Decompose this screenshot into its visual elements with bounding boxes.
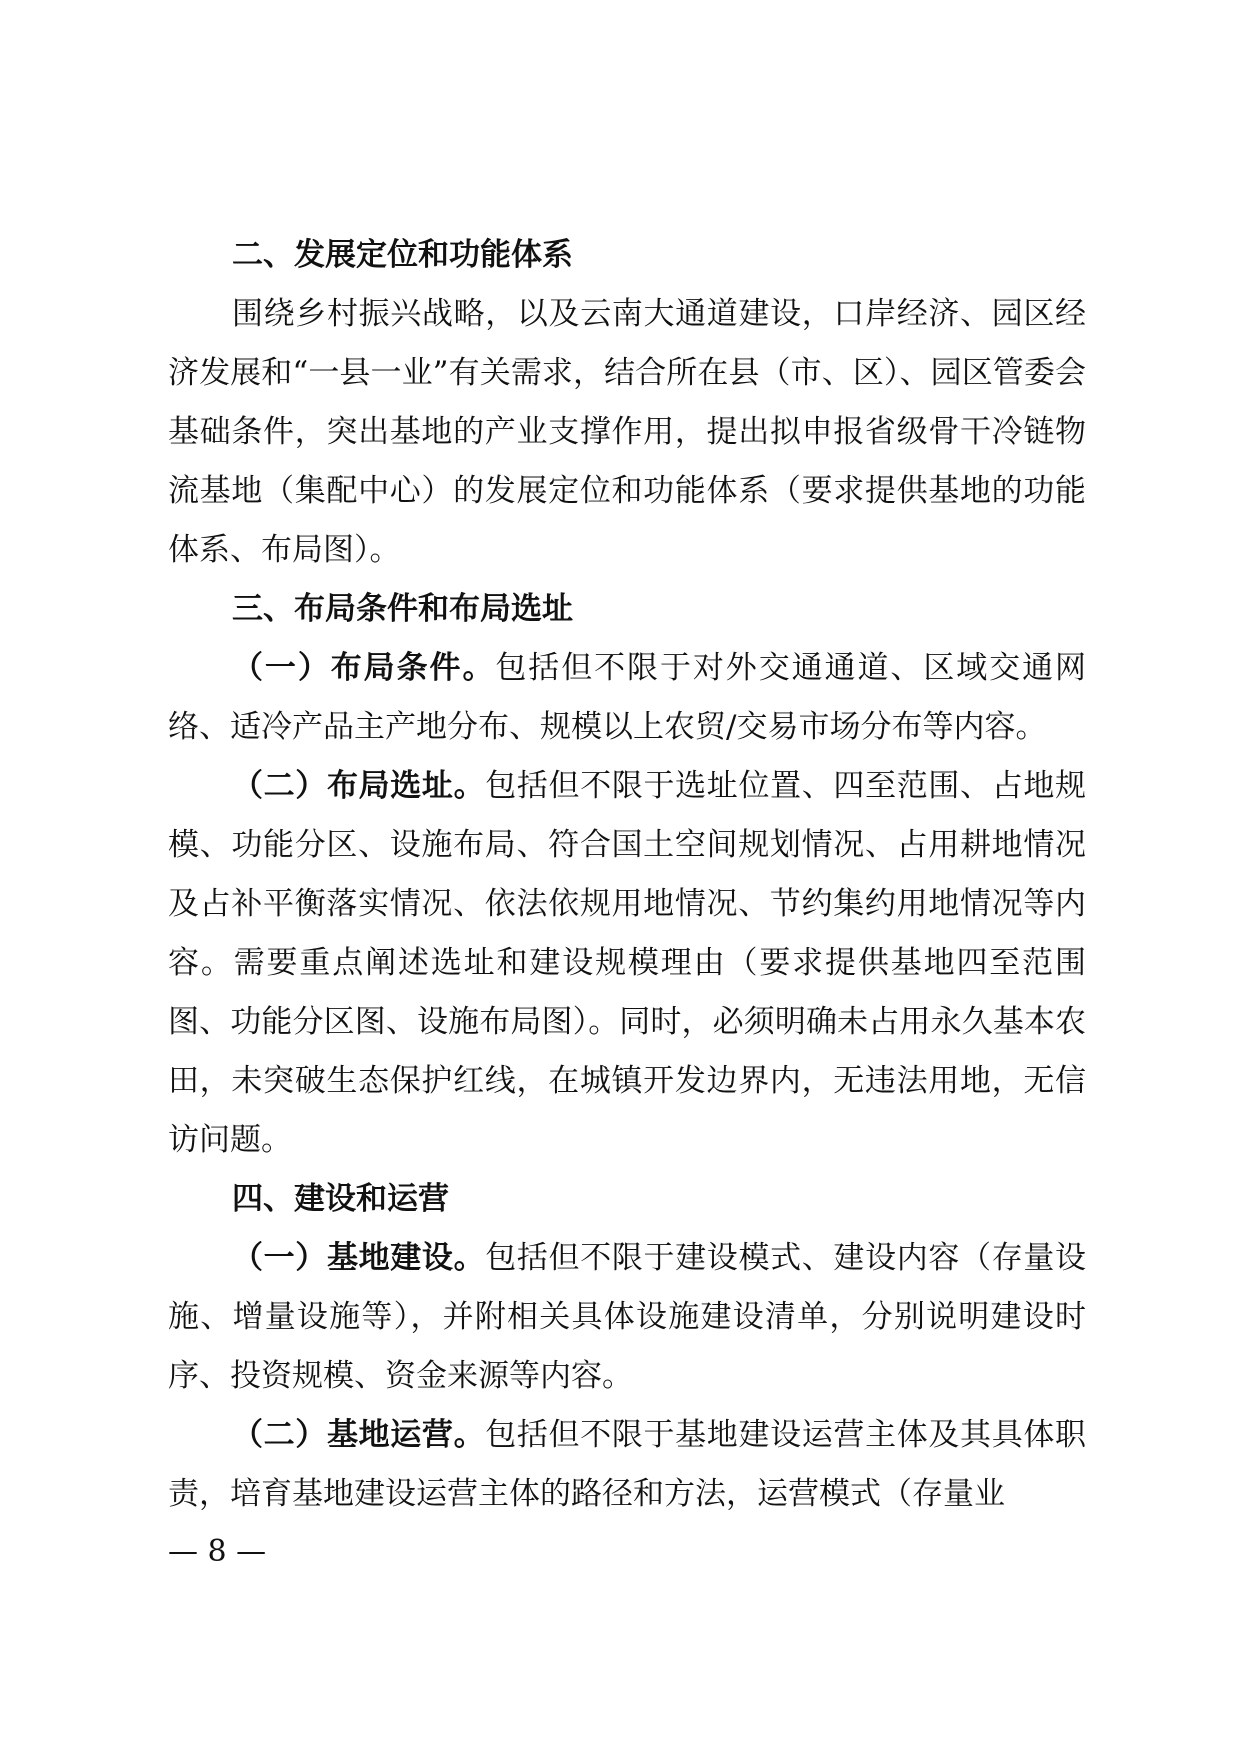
paragraph-text: 包括但不限于选址位置、四至范围、占地规模、功能分区、设施布局、符合国土空间规划情况、占用耕地情况及占补平衡落实情况、依法依规用地情况、节约集约用地情况等内容。需要重点阐述选址和建设规模理由（要求提供基地四至范围图、功能分区图、设施布局图）。同时，必须明确未占用永久基本农田，未突破生态保护红线，在城镇开发边界内，无违法用地，无信访问题。 — [168, 768, 1087, 1158]
paragraph-text: 围绕乡村振兴战略，以及云南大通道建设，口岸经济、园区经济发展和“一县一业”有关需求，结合所在县（市、区）、园区管委会基础条件，突出基地的产业支撑作用，提出拟申报省级骨干冷链物流基地（集配中心）的发展定位和功能体系（要求提供基地的功能体系、布局图）。 — [168, 296, 1086, 568]
section-heading-development-positioning: 二、发展定位和功能体系 — [232, 237, 573, 273]
subheading-label: （一）基地建设。 — [232, 1240, 486, 1276]
section-heading-construction-operation: 四、建设和运营 — [232, 1181, 449, 1217]
document-body — [168, 226, 1086, 1524]
paragraph-site-selection — [168, 757, 1086, 1170]
paragraph-development-positioning — [168, 285, 1086, 580]
subheading-label: （二）布局选址。 — [232, 768, 486, 804]
page-number: — 8 — — [168, 1534, 267, 1569]
paragraph-base-construction — [168, 1229, 1086, 1406]
section-heading-layout-conditions: 三、布局条件和布局选址 — [232, 591, 573, 627]
paragraph-text: 包括但不限于基地建设运营主体及其具体职责，培育基地建设运营主体的路径和方法，运营模式（存量业 — [168, 1417, 1087, 1512]
subheading-label: （二）基地运营。 — [232, 1417, 486, 1453]
paragraph-layout-conditions — [168, 639, 1086, 757]
paragraph-text: 包括但不限于对外交通通道、区域交通网络、适冷产品主产地分布、规模以上农贸/交易市场分布等内容。 — [168, 650, 1086, 745]
subheading-label: （一）布局条件。 — [232, 650, 496, 686]
paragraph-base-operation — [168, 1406, 1086, 1524]
paragraph-text: 包括但不限于建设模式、建设内容（存量设施、增量设施等），并附相关具体设施建设清单，分别说明建设时序、投资规模、资金来源等内容。 — [168, 1240, 1087, 1394]
